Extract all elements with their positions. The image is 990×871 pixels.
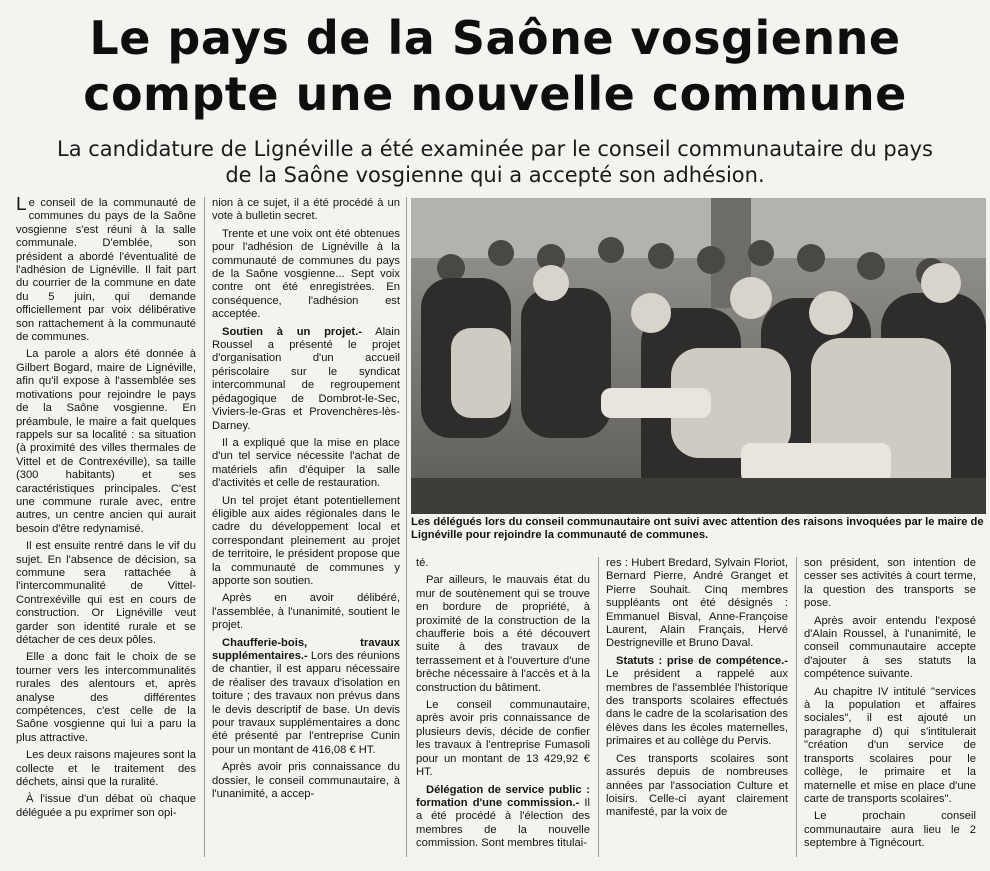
- paragraph-text: Le président a rappelé aux membres de l'assemblée l'historique des transports scolaires effectués dans le cadre de la scolarisation des élèves dans les écoles maternelles, primaires et au collège du Pervis.: [606, 668, 788, 748]
- paragraph: Elle a donc fait le choix de se tourner vers les intercommunalités rurales des alentours et, après analyse des différentes compétences, c'est celle de la Saône vosgienne qui lui a paru la plus attractive.: [16, 651, 196, 744]
- subheading: Statuts : prise de compétence.-: [616, 654, 788, 667]
- photo-caption: Les délégués lors du conseil communautaire ont suivi avec attention des raisons invoquées par le maire de Lignéville pour rejoindre la communauté de communes.: [411, 516, 984, 542]
- paragraph: Ces transports scolaires sont assurés depuis de nombreuses années par l'association Culture et loisirs. Celle-ci ayant clairement manifesté, par la voix de: [606, 752, 788, 819]
- paragraph: [212, 326, 400, 433]
- paragraph: Il a expliqué que la mise en place d'un tel service nécessite l'achat de matériels afin d'équiper la salle d'activités et celle de restauration.: [212, 436, 400, 490]
- deck-line-2: de la Saône vosgienne qui a accepté son adhésion.: [225, 163, 765, 187]
- paragraph: Le prochain conseil communautaire aura lieu le 2 septembre à Tignécourt.: [804, 810, 976, 850]
- column-rule: [406, 197, 407, 857]
- paragraph: Un tel projet étant potentiellement éligible aux aides régionales dans le cadre du développement local et correspondant pleinement au projet de territoire, le président propose que la communauté de communes y apporte son soutien.: [212, 494, 400, 587]
- paragraph: [416, 784, 590, 851]
- text-column-3: [416, 557, 590, 857]
- paragraph-text: e conseil de la communauté de communes du pays de la Saône vosgienne s'est réuni à la salle communale. D'emblée, son président a abordé l'éventualité de l'adhésion de Lignéville. Il fait part du courrier de la commune en date du 5 juin, qui demande officiellement par voix délibérative son rattachement à la communauté de communes.: [16, 197, 196, 344]
- text-column-1: [16, 197, 196, 857]
- text-column-5: [804, 557, 976, 857]
- subheading: Soutien à un projet.-: [222, 325, 362, 338]
- paragraph: Il est ensuite rentré dans le vif du sujet. En l'absence de décision, sa commune sera rattachée à l'intercommunalité de Vittel-Contrexéville qui est en cours de construction. Or Lignéville veut garder son identité rurale et se détacher de ces deux pôles.: [16, 540, 196, 646]
- paragraph: Par ailleurs, le mauvais état du mur de soutènement qui se trouve en bordure de propriété, à proximité de la construction de la chaufferie bois a été découvert suite à des travaux de terrassement et à l'ouverture d'une brèche nécessaire à l'accès et à la construction du bâtiment.: [416, 574, 590, 694]
- column-rule: [796, 557, 797, 857]
- text-column-2: [212, 197, 400, 857]
- subheading: Chaufferie-bois, travaux supplémentaires.-: [212, 636, 400, 662]
- paragraph-text: Lors des réunions de chantier, il est apparu nécessaire de réaliser des travaux d'isolation en toiture ; des travaux non prévus dans le devis descriptif de base. Un devis pour travaux supplémentaires a donc été présenté par l'entreprise Cunin pour un montant de 416,08 € HT.: [212, 650, 400, 756]
- photo-illustration: [411, 198, 986, 514]
- paragraph: À l'issue d'un débat où chaque déléguée a pu exprimer son opi-: [16, 793, 196, 819]
- deck-subtitle: [20, 136, 970, 188]
- column-rule: [598, 557, 599, 857]
- headline: [0, 10, 990, 122]
- deck-line-1: La candidature de Lignéville a été examinée par le conseil communautaire du pays: [57, 137, 933, 161]
- paragraph: Trente et une voix ont été obtenues pour l'adhésion de Lignéville à la communauté de communes du pays de la Saône vosgienne... Sept voix contre ont été enregistrées. En conséquence, l'adhésion est acceptée.: [212, 227, 400, 321]
- paragraph: Après avoir pris connaissance du dossier, le conseil communautaire, à l'unanimité, a accep-: [212, 761, 400, 801]
- drop-cap: L: [16, 197, 27, 215]
- paragraph: Au chapitre IV intitulé "services à la population et affaires sociales", il est ajouté un paragraphe d) qui s'intitulerait "création d'un service de transports scolaires pour le collège, le primaire et la maternelle et mise en place d'une carte de transports scolaires".: [804, 685, 976, 805]
- subheading: Délégation de service public : formation d'une commission.-: [416, 783, 590, 809]
- paragraph: Les deux raisons majeures sont la collecte et le traitement des déchets, ainsi que la ruralité.: [16, 749, 196, 789]
- paragraph: La parole a alors été donnée à Gilbert Bogard, maire de Lignéville, afin qu'il expose à l'assemblée ses motivations pour rejoindre le pays de la Saône vosgienne. En préambule, le maire a fait quelques rappels sur sa localité : sa situation (à proximité des villes thermales de Vittel et de Contrexéville), sa taille (300 habitants) et ses caractéristiques principales. C'est une commune rurale avec, entre autres, un centre ancien qui aurait besoin d'être redynamisé.: [16, 348, 196, 535]
- paragraph-text: Il a été procédé à l'élection des membres de la nouvelle commission. Sont membres titulai-: [416, 796, 590, 850]
- paragraph-text: Alain Roussel a présenté le projet d'organisation d'un accueil périscolaire sur le syndicat intercommunal de regroupement pédagogique de Dombrot-le-Sec, Viviers-le-Gras et Provenchères-lès-Darney.: [212, 325, 400, 432]
- paragraph: [16, 197, 196, 344]
- paragraph: nion à ce sujet, il a été procédé à un vote à bulletin secret.: [212, 197, 400, 223]
- headline-line-2: compte une nouvelle commune: [83, 67, 907, 121]
- paragraph: té.: [416, 557, 429, 569]
- news-photo-council-delegates: [411, 198, 986, 514]
- paragraph: son président, son intention de cesser ses activités à court terme, la question des transports se pose.: [804, 557, 976, 610]
- paragraph: Après avoir entendu l'exposé d'Alain Roussel, à l'unanimité, le conseil communautaire accepte d'ajouter à ses statuts la compétence suivante.: [804, 614, 976, 681]
- paragraph: Le conseil communautaire, après avoir pris connaissance de plusieurs devis, décide de confier les travaux à l'entreprise Fumasoli pour un montant de 13 429,92 € HT.: [416, 699, 590, 779]
- paragraph: [212, 637, 400, 758]
- text-column-4: [606, 557, 788, 857]
- headline-line-1: Le pays de la Saône vosgienne: [89, 11, 901, 65]
- column-rule: [204, 197, 205, 857]
- paragraph: res : Hubert Bredard, Sylvain Floriot, Bernard Pierre, André Granget et Pierre Souhait. Cinq membres suppléants ont été désignés : Emmanuel Bisval, Anne-Françoise Laurent, Alain Français, Hervé Destrigneville et Bruno Daval.: [606, 557, 788, 650]
- paragraph: Après en avoir délibéré, l'assemblée, à l'unanimité, soutient le projet.: [212, 592, 400, 632]
- paragraph: [606, 655, 788, 749]
